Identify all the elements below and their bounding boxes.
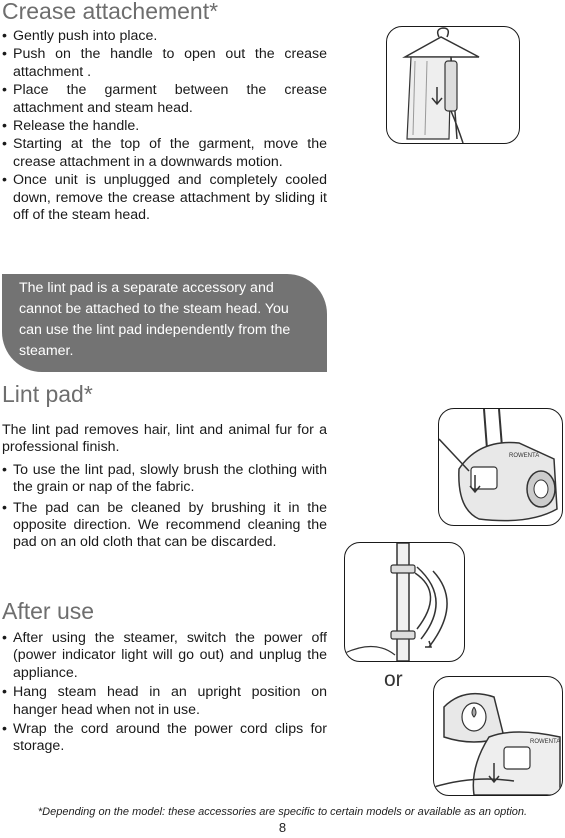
page-number: 8 [278, 820, 287, 835]
crease-step: • Place the garment between the crease attachment and steam head. [2, 82, 327, 117]
crease-steps-list [2, 28, 327, 224]
crease-step: • Gently push into place. [2, 28, 327, 45]
after-use-step: • After using the steamer, switch the power off (power indicator light will go out) and unplug the appliance. [2, 630, 327, 682]
after-use-steps-list [2, 630, 327, 756]
footnote: *Depending on the model: these accessories are specific to certain models or available as an option. [37, 806, 528, 818]
brand-text: ROWENTA [509, 453, 540, 459]
crease-step: • Once unit is unplugged and completely cooled down, remove the crease attachment by sliding it off of the steam head. [2, 172, 327, 224]
after-use-step: • Wrap the cord around the power cord clips for storage. [2, 721, 327, 756]
crease-step: • Push on the handle to open out the crease attachment . [2, 46, 327, 81]
or-label: or [384, 668, 403, 691]
lint-steps-list [2, 462, 327, 552]
after-use-column [2, 630, 327, 757]
figure-lint-pad-base [438, 408, 563, 526]
lint-pad-note-box [2, 274, 327, 372]
cord-clips-illustration [345, 543, 464, 661]
lint-pad-note-text: The lint pad is a separate accessory and cannot be attached to the steam head. You can use the lint pad independently from the steamer. [19, 280, 291, 359]
hanger-garment-illustration [387, 27, 519, 143]
figure-steamer-storage [433, 676, 563, 796]
lint-heading: Lint pad* [2, 381, 93, 407]
lint-step: • The pad can be cleaned by brushing it in the opposite direction. We recommend cleaning the pad on an old cloth that can be discarded. [2, 500, 327, 552]
lint-intro: The lint pad removes hair, lint and animal fur for a professional finish. [2, 422, 327, 456]
brand-text: ROWENTA [530, 739, 561, 745]
figure-cord-clips [344, 542, 465, 662]
crease-steps-column [2, 28, 327, 225]
crease-step: • Starting at the top of the garment, move the crease attachment in a downwards motion. [2, 136, 327, 171]
after-use-heading: After use [2, 598, 95, 624]
after-use-step: • Hang steam head in an upright position on hanger head when not in use. [2, 684, 327, 719]
crease-heading: Crease attachement* [2, 0, 219, 24]
crease-step: • Release the handle. [2, 118, 327, 135]
lint-step: • To use the lint pad, slowly brush the clothing with the grain or nap of the fabric. [2, 462, 327, 497]
lint-column [2, 422, 327, 553]
steamer-base-illustration [439, 409, 562, 525]
figure-crease-attachment [386, 26, 520, 144]
steamer-storage-illustration [434, 677, 562, 795]
